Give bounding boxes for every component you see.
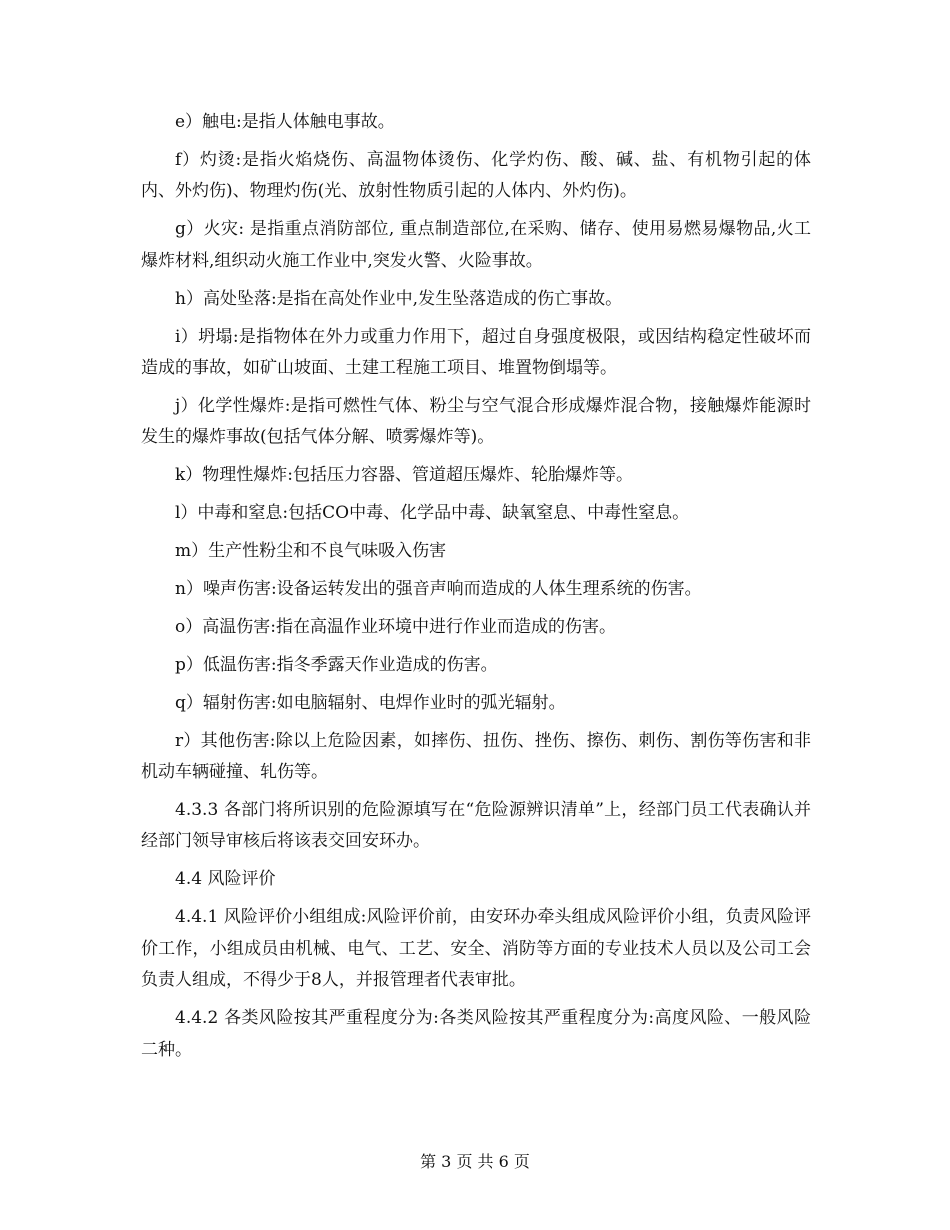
paragraph-section-4-4-2: 4.4.2 各类风险按其严重程度分为:各类风险按其严重程度分为:高度风险、一般风险二种。	[141, 1008, 811, 1060]
paragraph-physical-explosion: k）物理性爆炸:包括压力容器、管道超压爆炸、轮胎爆炸等。	[175, 465, 634, 486]
paragraph-other-injuries: r）其他伤害:除以上危险因素，如摔伤、扭伤、挫伤、擦伤、刺伤、割伤等伤害和非机动车辆碰撞、轧伤等。	[141, 730, 811, 783]
paragraph-section-4-4-1: 4.4.1 风险评价小组组成:风险评价前，由安环办牵头组成风险评价小组，负责风险评价工作，小组成员由机械、电气、工艺、安全、消防等方面的专业技术人员以及公司工会负责人组成，不得少于8人，并报管理者代表审批。	[141, 907, 811, 991]
paragraph-radiation: q）辐射伤害:如电脑辐射、电焊作业时的弧光辐射。	[175, 692, 566, 713]
heading-section-4-4: 4.4 风险评价	[175, 869, 276, 890]
paragraph-electric-shock: e）触电:是指人体触电事故。	[175, 112, 395, 132]
paragraph-fall-from-height: h）高处坠落:是指在高处作业中,发生坠落造成的伤亡事故。	[175, 288, 623, 309]
paragraph-low-temperature: p）低温伤害:指冬季露天作业造成的伤害。	[175, 654, 498, 675]
paragraph-chemical-explosion: j）化学性爆炸:是指可燃性气体、粉尘与空气混合形成爆炸混合物，接触爆炸能源时发生的爆炸事故(包括气体分解、喷雾爆炸等)。	[141, 395, 811, 448]
document-body	[141, 107, 811, 1073]
paragraph-noise: n）噪声伤害:设备运转发出的强音声响而造成的人体生理系统的伤害。	[175, 579, 702, 600]
paragraph-high-temperature: o）高温伤害:指在高温作业环境中进行作业而造成的伤害。	[175, 616, 616, 637]
page-number-footer: 第 3 页 共 6 页	[420, 1152, 530, 1171]
paragraph-collapse: i）坍塌:是指物体在外力或重力作用下，超过自身强度极限，或因结构稳定性破坏而造成的事故，如矿山坡面、土建工程施工项目、堆置物倒塌等。	[141, 326, 811, 379]
paragraph-dust-odor: m）生产性粉尘和不良气味吸入伤害	[175, 541, 447, 562]
paragraph-burns: f）灼烫:是指火焰烧伤、高温物体烫伤、化学灼伤、酸、碱、盐、有机物引起的体内、外灼伤)、物理灼伤(光、放射性物质引起的人体内、外灼伤)。	[141, 149, 811, 202]
paragraph-poisoning: l）中毒和窒息:包括CO中毒、化学品中毒、缺氧窒息、中毒性窒息。	[175, 503, 690, 524]
paragraph-section-4-3-3: 4.3.3 各部门将所识别的危险源填写在“危险源辨识清单”上，经部门员工代表确认并经部门领导审核后将该表交回安环办。	[141, 799, 811, 852]
paragraph-fire: g）火灾: 是指重点消防部位, 重点制造部位,在采购、储存、使用易燃易爆物品,火工爆炸材料,组织动火施工作业中,突发火警、火险事故。	[141, 219, 811, 271]
